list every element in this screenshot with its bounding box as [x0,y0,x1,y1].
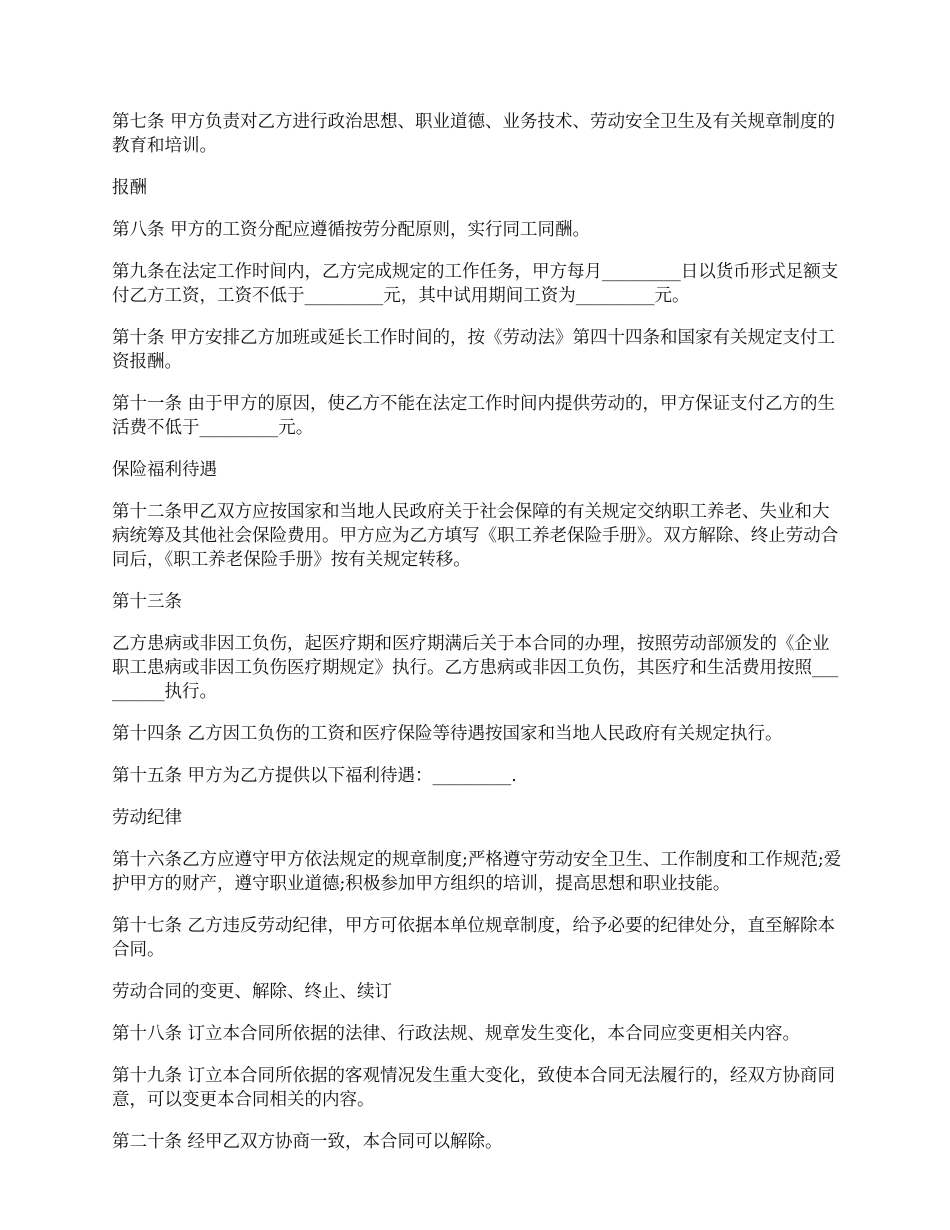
clause-20: 第二十条 经甲乙双方协商一致，本合同可以解除。 [112,1132,503,1152]
section-heading-labor-discipline: 劳动纪律 [112,808,182,828]
clause-9: 第九条在法定工作时间内，乙方完成规定的工作任务，甲方每月_________日以货币形式足额支付乙方工资，工资不低于_________元，其中试用期间工资为_________元。 [112,262,839,306]
clause-13-heading: 第十三条 [112,592,182,612]
clause-15: 第十五条 甲方为乙方提供以下福利待遇：_________. [112,766,517,786]
section-heading-contract-changes: 劳动合同的变更、解除、终止、续订 [112,982,392,1002]
clause-13-body: 乙方患病或非因工负伤，起医疗期和医疗期满后关于本合同的办理，按照劳动部颁发的《企业职工患病或非因工负伤医疗期规定》执行。乙方患病或非因工负伤，其医疗和生活费用按照_________执行。 [112,634,839,702]
clause-8: 第八条 甲方的工资分配应遵循按劳分配原则，实行同工同酬。 [112,220,591,240]
clause-16: 第十六条乙方应遵守甲方依法规定的规章制度;严格遵守劳动安全卫生、工作制度和工作规范;爱护甲方的财产，遵守职业道德;积极参加甲方组织的培训，提高思想和职业技能。 [112,850,842,894]
clause-7: 第七条 甲方负责对乙方进行政治思想、职业道德、业务技术、劳动安全卫生及有关规章制度的教育和培训。 [112,112,836,156]
document-body [112,110,842,1154]
clause-17: 第十七条 乙方违反劳动纪律，甲方可依据本单位规章制度，给予必要的纪律处分，直至解除本合同。 [112,916,836,960]
clause-14: 第十四条 乙方因工负伤的工资和医疗保险等待遇按国家和当地人民政府有关规定执行。 [112,724,783,744]
clause-12: 第十二条甲乙双方应按国家和当地人民政府关于社会保障的有关规定交纳职工养老、失业和大病统筹及其他社会保险费用。甲方应为乙方填写《职工养老保险手册》。双方解除、终止劳动合同后，《职工养老保险手册》按有关规定转移。 [112,502,839,570]
section-heading-remuneration: 报酬 [112,178,147,198]
clause-18: 第十八条 订立本合同所依据的法律、行政法规、规章发生变化，本合同应变更相关内容。 [112,1024,801,1044]
clause-11: 第十一条 由于甲方的原因，使乙方不能在法定工作时间内提供劳动的，甲方保证支付乙方的生活费不低于_________元。 [112,394,836,438]
clause-10: 第十条 甲方安排乙方加班或延长工作时间的，按《劳动法》第四十四条和国家有关规定支付工资报酬。 [112,328,836,372]
clause-19: 第十九条 订立本合同所依据的客观情况发生重大变化，致使本合同无法履行的，经双方协商同意，可以变更本合同相关的内容。 [112,1066,836,1110]
section-heading-insurance-welfare: 保险福利待遇 [112,460,217,480]
